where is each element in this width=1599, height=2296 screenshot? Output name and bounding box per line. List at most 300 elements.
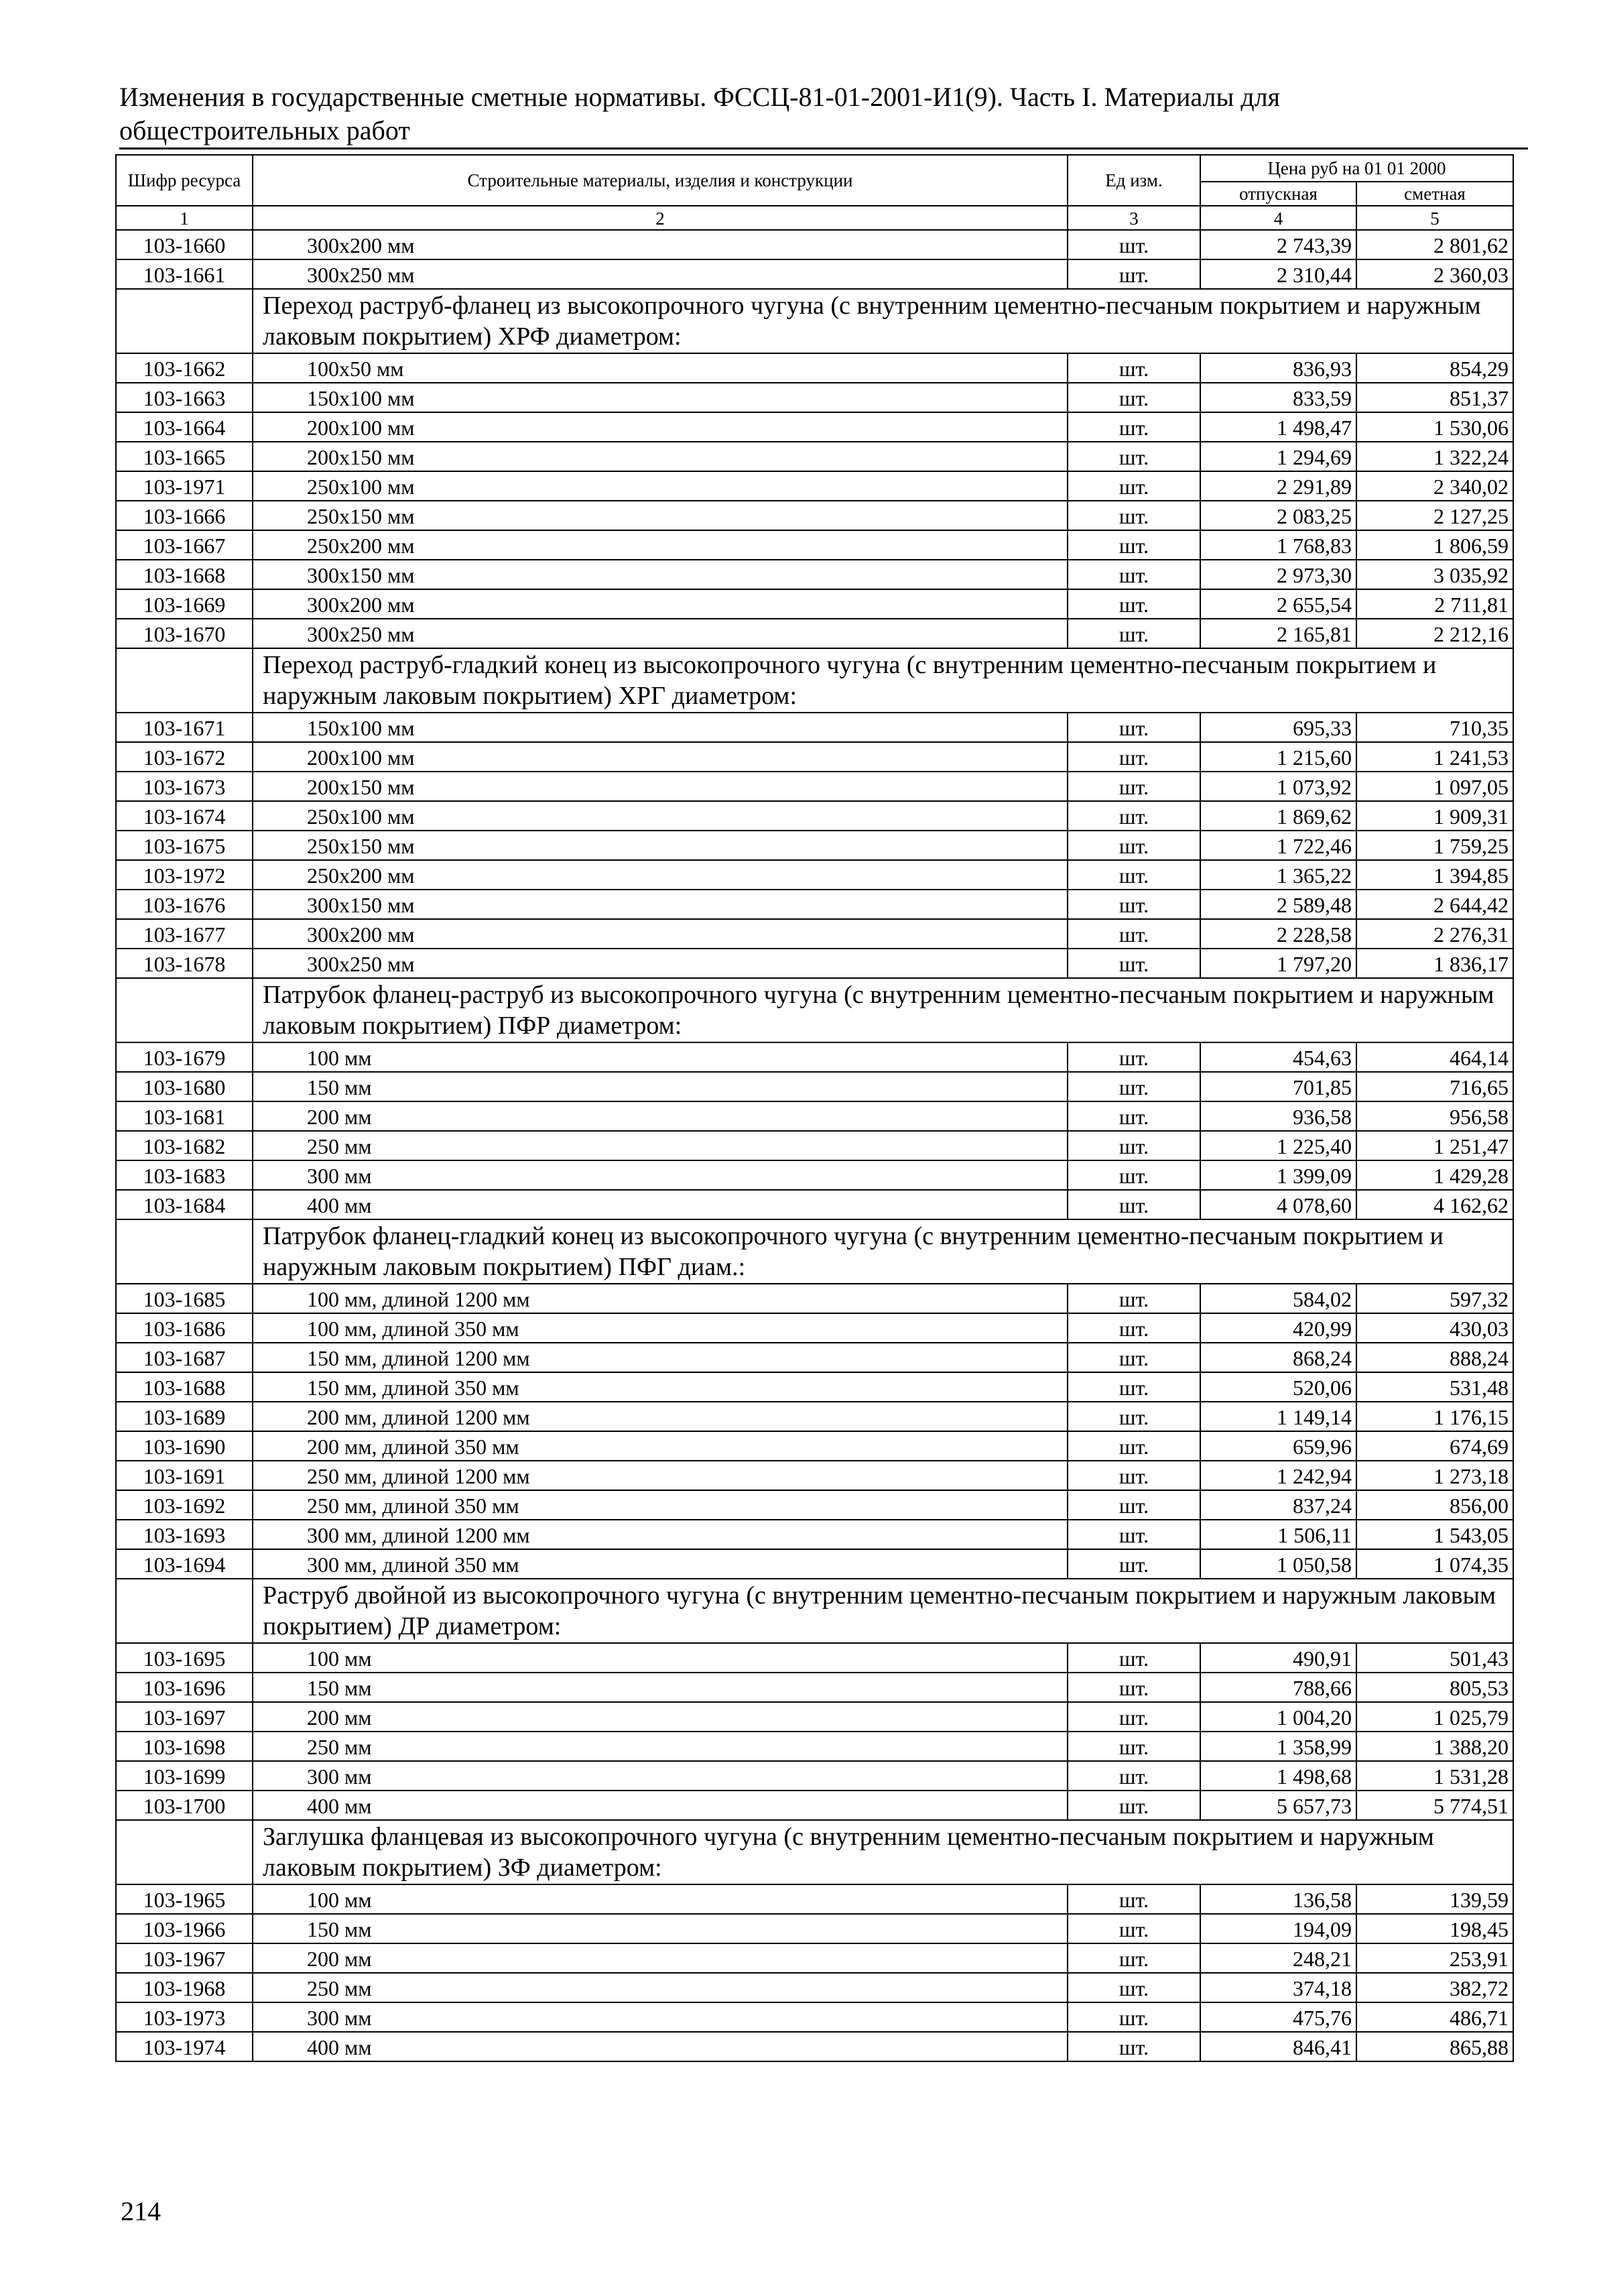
resource-code: 103-1689: [116, 1402, 253, 1431]
release-price: 1 498,68: [1200, 1761, 1356, 1791]
estimate-price: 1 543,05: [1356, 1520, 1513, 1549]
estimate-price: 1 806,59: [1356, 530, 1513, 560]
material-name: 300x150 мм: [253, 560, 1068, 589]
material-name: 300x250 мм: [253, 259, 1068, 289]
table-row: [116, 1072, 1513, 1101]
table-row: [116, 560, 1513, 589]
material-name: 300x250 мм: [253, 619, 1068, 648]
resource-code: 103-1973: [116, 2002, 253, 2032]
release-price: 490,91: [1200, 1643, 1356, 1673]
material-name: 150 мм, длиной 350 мм: [253, 1372, 1068, 1402]
release-price: 520,06: [1200, 1372, 1356, 1402]
release-price: 420,99: [1200, 1313, 1356, 1343]
group-code-cell: [116, 1219, 253, 1284]
unit-cell: шт.: [1068, 801, 1200, 831]
material-name: 250x150 мм: [253, 501, 1068, 530]
material-name: 150 мм, длиной 1200 мм: [253, 1343, 1068, 1372]
table-row: [116, 801, 1513, 831]
estimate-price: 2 644,42: [1356, 890, 1513, 919]
unit-cell: шт.: [1068, 1343, 1200, 1372]
material-name: 200 мм: [253, 1943, 1068, 1973]
estimate-price: 1 273,18: [1356, 1461, 1513, 1490]
column-number: 1: [116, 206, 253, 230]
table-row: [116, 1520, 1513, 1549]
table-row: [116, 1343, 1513, 1372]
material-name: 300 мм: [253, 1160, 1068, 1190]
resource-code: 103-1699: [116, 1761, 253, 1791]
estimate-price: 5 774,51: [1356, 1791, 1513, 1820]
material-name: 250 мм, длиной 350 мм: [253, 1490, 1068, 1520]
estimate-price: 430,03: [1356, 1313, 1513, 1343]
material-name: 200x150 мм: [253, 442, 1068, 471]
release-price: 936,58: [1200, 1101, 1356, 1131]
document-header: [119, 80, 1473, 147]
material-name: 250x150 мм: [253, 831, 1068, 860]
resource-code: 103-1682: [116, 1131, 253, 1160]
resource-code: 103-1669: [116, 589, 253, 619]
table-row: [116, 259, 1513, 289]
resource-code: 103-1666: [116, 501, 253, 530]
unit-cell: шт.: [1068, 230, 1200, 259]
page-number: 214: [121, 2196, 161, 2226]
estimate-price: 597,32: [1356, 1284, 1513, 1313]
release-price: 194,09: [1200, 1914, 1356, 1943]
unit-cell: шт.: [1068, 1973, 1200, 2002]
unit-cell: шт.: [1068, 1520, 1200, 1549]
estimate-price: 710,35: [1356, 713, 1513, 742]
price-table: [115, 154, 1514, 2062]
material-name: 200 мм, длиной 350 мм: [253, 1431, 1068, 1461]
group-code-cell: [116, 648, 253, 713]
unit-cell: шт.: [1068, 442, 1200, 471]
unit-cell: шт.: [1068, 1643, 1200, 1673]
material-name: 150x100 мм: [253, 383, 1068, 412]
release-price: 868,24: [1200, 1343, 1356, 1372]
resource-code: 103-1974: [116, 2032, 253, 2061]
table-row: [116, 1761, 1513, 1791]
group-title: Переход раструб-гладкий конец из высокопрочного чугуна (с внутренним цементно-песчаным покрытием и наружным лаковым покрытием) ХРГ диаметром:: [253, 648, 1513, 713]
table-row: [116, 1732, 1513, 1761]
estimate-price: 3 035,92: [1356, 560, 1513, 589]
table-row: [116, 230, 1513, 259]
unit-cell: шт.: [1068, 890, 1200, 919]
material-name: 250x100 мм: [253, 801, 1068, 831]
resource-code: 103-1696: [116, 1673, 253, 1702]
table-row: [116, 412, 1513, 442]
header-row: [116, 155, 1513, 182]
material-name: 100 мм, длиной 1200 мм: [253, 1284, 1068, 1313]
release-price: 248,21: [1200, 1943, 1356, 1973]
release-price: 1 149,14: [1200, 1402, 1356, 1431]
unit-cell: шт.: [1068, 2002, 1200, 2032]
estimate-price: 1 388,20: [1356, 1732, 1513, 1761]
resource-code: 103-1972: [116, 860, 253, 890]
release-price: 846,41: [1200, 2032, 1356, 2061]
unit-cell: шт.: [1068, 772, 1200, 801]
unit-cell: шт.: [1068, 383, 1200, 412]
table-row: [116, 949, 1513, 978]
resource-code: 103-1688: [116, 1372, 253, 1402]
table-row: [116, 1549, 1513, 1579]
resource-code: 103-1671: [116, 713, 253, 742]
material-name: 250 мм: [253, 1732, 1068, 1761]
resource-code: 103-1692: [116, 1490, 253, 1520]
unit-cell: шт.: [1068, 1431, 1200, 1461]
group-header-row: [116, 1820, 1513, 1884]
resource-code: 103-1679: [116, 1042, 253, 1072]
resource-code: 103-1698: [116, 1732, 253, 1761]
table-row: [116, 1284, 1513, 1313]
unit-cell: шт.: [1068, 412, 1200, 442]
table-row: [116, 713, 1513, 742]
table-row: [116, 919, 1513, 949]
resource-code: 103-1675: [116, 831, 253, 860]
table-row: [116, 530, 1513, 560]
resource-code: 103-1678: [116, 949, 253, 978]
estimate-price: 2 276,31: [1356, 919, 1513, 949]
estimate-price: 851,37: [1356, 383, 1513, 412]
estimate-price: 2 212,16: [1356, 619, 1513, 648]
estimate-price: 1 530,06: [1356, 412, 1513, 442]
col-header-release-price: отпускная: [1200, 182, 1356, 206]
estimate-price: 805,53: [1356, 1673, 1513, 1702]
unit-cell: шт.: [1068, 1313, 1200, 1343]
material-name: 200 мм: [253, 1702, 1068, 1732]
unit-cell: шт.: [1068, 1131, 1200, 1160]
unit-cell: шт.: [1068, 560, 1200, 589]
resource-code: 103-1668: [116, 560, 253, 589]
estimate-price: 4 162,62: [1356, 1190, 1513, 1219]
table-row: [116, 1643, 1513, 1673]
resource-code: 103-1672: [116, 742, 253, 772]
column-number: 2: [253, 206, 1068, 230]
unit-cell: шт.: [1068, 1072, 1200, 1101]
resource-code: 103-1670: [116, 619, 253, 648]
column-number-row: [116, 206, 1513, 230]
table-row: [116, 1973, 1513, 2002]
material-name: 300 мм, длиной 1200 мм: [253, 1520, 1068, 1549]
release-price: 2 973,30: [1200, 560, 1356, 589]
resource-code: 103-1680: [116, 1072, 253, 1101]
unit-cell: шт.: [1068, 860, 1200, 890]
material-name: 300 мм, длиной 350 мм: [253, 1549, 1068, 1579]
release-price: 2 228,58: [1200, 919, 1356, 949]
unit-cell: шт.: [1068, 619, 1200, 648]
estimate-price: 2 340,02: [1356, 471, 1513, 501]
unit-cell: шт.: [1068, 1042, 1200, 1072]
resource-code: 103-1685: [116, 1284, 253, 1313]
release-price: 1 506,11: [1200, 1520, 1356, 1549]
resource-code: 103-1674: [116, 801, 253, 831]
release-price: 836,93: [1200, 353, 1356, 383]
estimate-price: 888,24: [1356, 1343, 1513, 1372]
col-header-estimate-price: сметная: [1356, 182, 1513, 206]
unit-cell: шт.: [1068, 471, 1200, 501]
table-row: [116, 1490, 1513, 1520]
table-row: [116, 1673, 1513, 1702]
material-name: 150x100 мм: [253, 713, 1068, 742]
estimate-price: 486,71: [1356, 2002, 1513, 2032]
unit-cell: шт.: [1068, 713, 1200, 742]
estimate-price: 501,43: [1356, 1643, 1513, 1673]
material-name: 300x150 мм: [253, 890, 1068, 919]
table-row: [116, 831, 1513, 860]
resource-code: 103-1967: [116, 1943, 253, 1973]
release-price: 1 399,09: [1200, 1160, 1356, 1190]
unit-cell: шт.: [1068, 949, 1200, 978]
estimate-price: 1 097,05: [1356, 772, 1513, 801]
unit-cell: шт.: [1068, 1160, 1200, 1190]
resource-code: 103-1700: [116, 1791, 253, 1820]
table-row: [116, 353, 1513, 383]
release-price: 2 655,54: [1200, 589, 1356, 619]
table-row: [116, 1884, 1513, 1914]
unit-cell: шт.: [1068, 1461, 1200, 1490]
unit-cell: шт.: [1068, 501, 1200, 530]
material-name: 400 мм: [253, 1190, 1068, 1219]
unit-cell: шт.: [1068, 1761, 1200, 1791]
unit-cell: шт.: [1068, 1372, 1200, 1402]
release-price: 2 743,39: [1200, 230, 1356, 259]
release-price: 584,02: [1200, 1284, 1356, 1313]
group-title: Патрубок фланец-гладкий конец из высокопрочного чугуна (с внутренним цементно-песчаным покрытием и наружным лаковым покрытием) ПФГ диам.:: [253, 1219, 1513, 1284]
material-name: 250 мм: [253, 1131, 1068, 1160]
material-name: 300x200 мм: [253, 230, 1068, 259]
release-price: 701,85: [1200, 1072, 1356, 1101]
estimate-price: 139,59: [1356, 1884, 1513, 1914]
group-title: Переход раструб-фланец из высокопрочного чугуна (с внутренним цементно-песчаным покрытием и наружным лаковым покрытием) ХРФ диаметром:: [253, 289, 1513, 353]
unit-cell: шт.: [1068, 259, 1200, 289]
release-price: 1 498,47: [1200, 412, 1356, 442]
group-code-cell: [116, 289, 253, 353]
resource-code: 103-1965: [116, 1884, 253, 1914]
estimate-price: 2 801,62: [1356, 230, 1513, 259]
estimate-price: 956,58: [1356, 1101, 1513, 1131]
unit-cell: шт.: [1068, 1702, 1200, 1732]
col-header-name: Строительные материалы, изделия и конструкции: [253, 155, 1068, 206]
material-name: 400 мм: [253, 2032, 1068, 2061]
group-title: Патрубок фланец-раструб из высокопрочного чугуна (с внутренним цементно-песчаным покрытием и наружным лаковым покрытием) ПФР диаметром:: [253, 978, 1513, 1042]
release-price: 4 078,60: [1200, 1190, 1356, 1219]
table-row: [116, 1131, 1513, 1160]
table-row: [116, 2032, 1513, 2061]
group-code-cell: [116, 1579, 253, 1643]
group-header-row: [116, 1219, 1513, 1284]
estimate-price: 2 711,81: [1356, 589, 1513, 619]
material-name: 200 мм: [253, 1101, 1068, 1131]
release-price: 1 294,69: [1200, 442, 1356, 471]
resource-code: 103-1684: [116, 1190, 253, 1219]
material-name: 300 мм: [253, 1761, 1068, 1791]
release-price: 2 310,44: [1200, 259, 1356, 289]
group-header-row: [116, 1579, 1513, 1643]
unit-cell: шт.: [1068, 1490, 1200, 1520]
group-header-row: [116, 978, 1513, 1042]
estimate-price: 854,29: [1356, 353, 1513, 383]
material-name: 250x100 мм: [253, 471, 1068, 501]
release-price: 1 004,20: [1200, 1702, 1356, 1732]
material-name: 300x200 мм: [253, 589, 1068, 619]
release-price: 2 589,48: [1200, 890, 1356, 919]
estimate-price: 1 836,17: [1356, 949, 1513, 978]
resource-code: 103-1665: [116, 442, 253, 471]
table-row: [116, 890, 1513, 919]
material-name: 200x100 мм: [253, 742, 1068, 772]
resource-code: 103-1690: [116, 1431, 253, 1461]
estimate-price: 464,14: [1356, 1042, 1513, 1072]
header-title-line-2: общестроительных работ: [119, 115, 410, 145]
group-code-cell: [116, 978, 253, 1042]
release-price: 1 365,22: [1200, 860, 1356, 890]
col-header-price-group: Цена руб на 01 01 2000: [1200, 155, 1513, 182]
unit-cell: шт.: [1068, 1732, 1200, 1761]
estimate-price: 1 909,31: [1356, 801, 1513, 831]
material-name: 250x200 мм: [253, 530, 1068, 560]
material-name: 100 мм: [253, 1042, 1068, 1072]
resource-code: 103-1694: [116, 1549, 253, 1579]
unit-cell: шт.: [1068, 1549, 1200, 1579]
group-title: Раструб двойной из высокопрочного чугуна (с внутренним цементно-песчаным покрытием и наружным лаковым покрытием) ДР диаметром:: [253, 1579, 1513, 1643]
resource-code: 103-1660: [116, 230, 253, 259]
release-price: 454,63: [1200, 1042, 1356, 1072]
release-price: 788,66: [1200, 1673, 1356, 1702]
resource-code: 103-1971: [116, 471, 253, 501]
resource-code: 103-1676: [116, 890, 253, 919]
estimate-price: 531,48: [1356, 1372, 1513, 1402]
material-name: 400 мм: [253, 1791, 1068, 1820]
release-price: 1 050,58: [1200, 1549, 1356, 1579]
resource-code: 103-1683: [116, 1160, 253, 1190]
column-number: 4: [1200, 206, 1356, 230]
material-name: 150 мм: [253, 1072, 1068, 1101]
table-row: [116, 1431, 1513, 1461]
unit-cell: шт.: [1068, 919, 1200, 949]
table-row: [116, 1461, 1513, 1490]
group-header-row: [116, 648, 1513, 713]
material-name: 100 мм: [253, 1643, 1068, 1673]
unit-cell: шт.: [1068, 353, 1200, 383]
unit-cell: шт.: [1068, 1284, 1200, 1313]
table-row: [116, 742, 1513, 772]
release-price: 1 225,40: [1200, 1131, 1356, 1160]
release-price: 1 797,20: [1200, 949, 1356, 978]
estimate-price: 1 759,25: [1356, 831, 1513, 860]
resource-code: 103-1966: [116, 1914, 253, 1943]
table-row: [116, 383, 1513, 412]
estimate-price: 1 074,35: [1356, 1549, 1513, 1579]
resource-code: 103-1677: [116, 919, 253, 949]
table-row: [116, 1943, 1513, 1973]
estimate-price: 1 394,85: [1356, 860, 1513, 890]
resource-code: 103-1663: [116, 383, 253, 412]
unit-cell: шт.: [1068, 1673, 1200, 1702]
table-row: [116, 1313, 1513, 1343]
table-row: [116, 772, 1513, 801]
table-row: [116, 1914, 1513, 1943]
estimate-price: 253,91: [1356, 1943, 1513, 1973]
estimate-price: 1 531,28: [1356, 1761, 1513, 1791]
unit-cell: шт.: [1068, 1884, 1200, 1914]
table-row: [116, 1402, 1513, 1431]
estimate-price: 2 127,25: [1356, 501, 1513, 530]
material-name: 100 мм, длиной 350 мм: [253, 1313, 1068, 1343]
table-row: [116, 2002, 1513, 2032]
material-name: 250 мм: [253, 1973, 1068, 2002]
header-rule: [119, 147, 1528, 149]
table-row: [116, 1190, 1513, 1219]
material-name: 150 мм: [253, 1914, 1068, 1943]
estimate-price: 1 251,47: [1356, 1131, 1513, 1160]
resource-code: 103-1697: [116, 1702, 253, 1732]
estimate-price: 856,00: [1356, 1490, 1513, 1520]
group-code-cell: [116, 1820, 253, 1884]
release-price: 136,58: [1200, 1884, 1356, 1914]
estimate-price: 1 429,28: [1356, 1160, 1513, 1190]
table-row: [116, 471, 1513, 501]
material-name: 300x250 мм: [253, 949, 1068, 978]
release-price: 833,59: [1200, 383, 1356, 412]
release-price: 1 073,92: [1200, 772, 1356, 801]
material-name: 150 мм: [253, 1673, 1068, 1702]
unit-cell: шт.: [1068, 530, 1200, 560]
estimate-price: 1 322,24: [1356, 442, 1513, 471]
release-price: 5 657,73: [1200, 1791, 1356, 1820]
release-price: 1 722,46: [1200, 831, 1356, 860]
material-name: 300x200 мм: [253, 919, 1068, 949]
estimate-price: 1 241,53: [1356, 742, 1513, 772]
unit-cell: шт.: [1068, 831, 1200, 860]
col-header-unit: Ед изм.: [1068, 155, 1200, 206]
table-row: [116, 1372, 1513, 1402]
material-name: 200x100 мм: [253, 412, 1068, 442]
resource-code: 103-1667: [116, 530, 253, 560]
material-name: 200x150 мм: [253, 772, 1068, 801]
resource-code: 103-1691: [116, 1461, 253, 1490]
material-name: 200 мм, длиной 1200 мм: [253, 1402, 1068, 1431]
release-price: 475,76: [1200, 2002, 1356, 2032]
table-row: [116, 501, 1513, 530]
material-name: 250 мм, длиной 1200 мм: [253, 1461, 1068, 1490]
column-number: 5: [1356, 206, 1513, 230]
release-price: 2 291,89: [1200, 471, 1356, 501]
table-row: [116, 1101, 1513, 1131]
estimate-price: 865,88: [1356, 2032, 1513, 2061]
release-price: 659,96: [1200, 1431, 1356, 1461]
material-name: 100 мм: [253, 1884, 1068, 1914]
table-row: [116, 1702, 1513, 1732]
unit-cell: шт.: [1068, 1914, 1200, 1943]
estimate-price: 716,65: [1356, 1072, 1513, 1101]
release-price: 695,33: [1200, 713, 1356, 742]
group-title: Заглушка фланцевая из высокопрочного чугуна (с внутренним цементно-песчаным покрытием и наружным лаковым покрытием) ЗФ диаметром:: [253, 1820, 1513, 1884]
table-row: [116, 619, 1513, 648]
column-number: 3: [1068, 206, 1200, 230]
resource-code: 103-1681: [116, 1101, 253, 1131]
unit-cell: шт.: [1068, 1402, 1200, 1431]
unit-cell: шт.: [1068, 589, 1200, 619]
release-price: 837,24: [1200, 1490, 1356, 1520]
unit-cell: шт.: [1068, 1943, 1200, 1973]
material-name: 300 мм: [253, 2002, 1068, 2032]
estimate-price: 1 176,15: [1356, 1402, 1513, 1431]
release-price: 1 869,62: [1200, 801, 1356, 831]
release-price: 2 083,25: [1200, 501, 1356, 530]
unit-cell: шт.: [1068, 2032, 1200, 2061]
resource-code: 103-1673: [116, 772, 253, 801]
resource-code: 103-1693: [116, 1520, 253, 1549]
table-row: [116, 442, 1513, 471]
resource-code: 103-1662: [116, 353, 253, 383]
